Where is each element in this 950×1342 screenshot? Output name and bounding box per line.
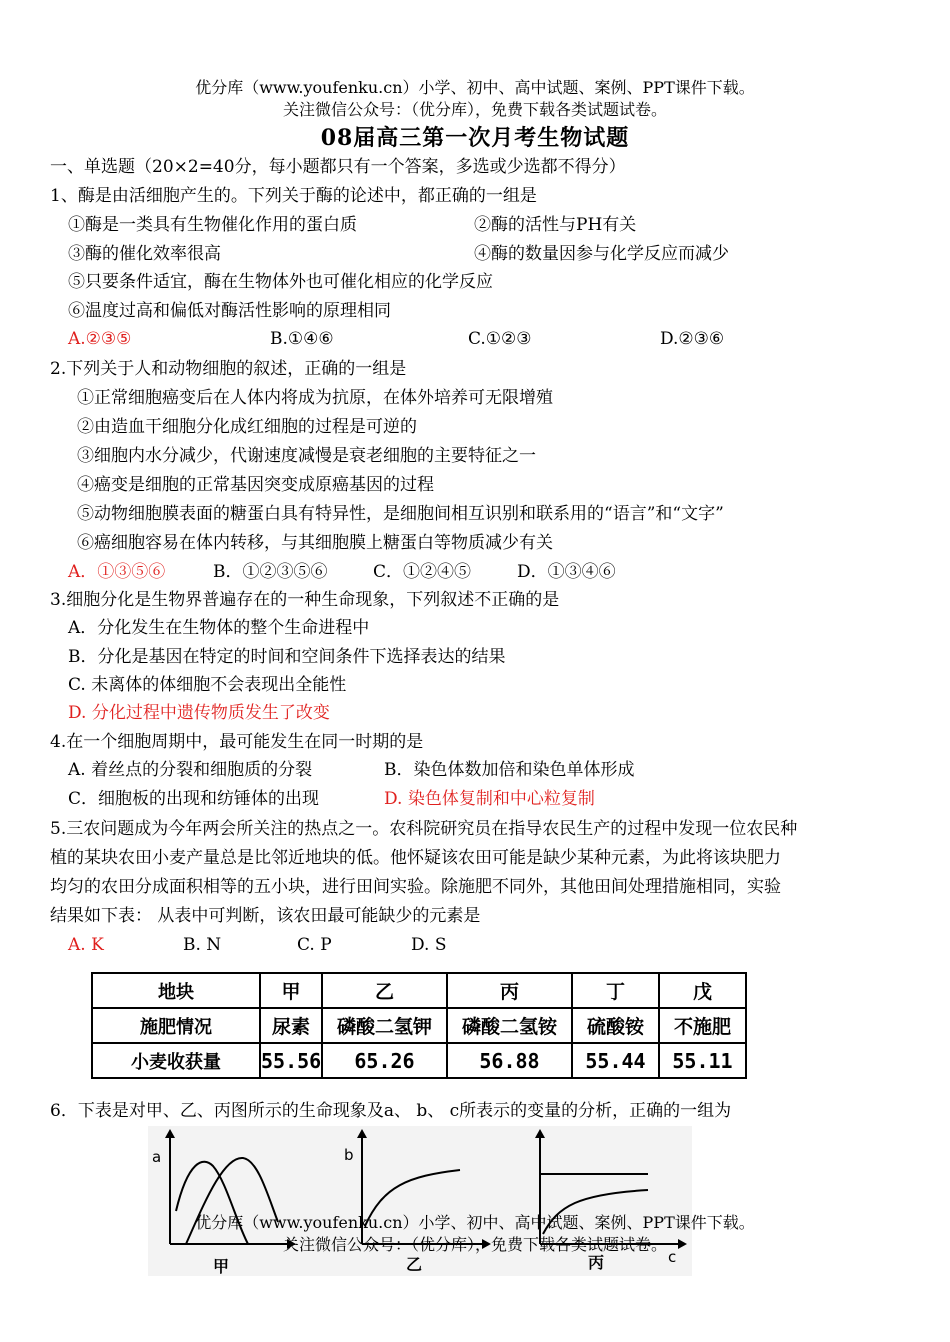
- q5-option-b: B. N: [183, 935, 222, 955]
- table-cell: 地块: [92, 973, 260, 1008]
- q4-option-d: D. 染色体复制和中心粒复制: [384, 789, 595, 809]
- graph-jia-y-arrow: [165, 1129, 175, 1138]
- q4-stem: 4.在一个细胞周期中，最可能发生在同一时期的是: [50, 732, 424, 752]
- q2-statement-5: ⑤动物细胞膜表面的糖蛋白具有特异性，是细胞间相互识别和联系用的“语言”和“文字”: [77, 504, 724, 524]
- q6-stem: 6．下表是对甲、乙、丙图所示的生命现象及a、 b、 c所表示的变量的分析，正确的一组为: [50, 1101, 732, 1121]
- q4-option-a: A. 着丝点的分裂和细胞质的分裂: [68, 760, 313, 780]
- q5-option-a: A. K: [68, 935, 104, 955]
- graph-yi-name: 乙: [406, 1255, 423, 1274]
- q5-paragraph-4: 结果如下表： 从表中可判断，该农田最可能缺少的元素是: [50, 906, 481, 926]
- graph-bing-axis-label: c: [668, 1248, 677, 1266]
- graph-jia-name: 甲: [213, 1257, 230, 1276]
- q2-option-d: D．①③④⑥: [517, 562, 616, 582]
- q5-option-c: C. P: [297, 935, 332, 955]
- q2-statement-2: ②由造血干细胞分化成红细胞的过程是可逆的: [77, 417, 417, 437]
- q3-option-d: D. 分化过程中遗传物质发生了改变: [68, 703, 330, 723]
- q4-option-b: B．染色体数加倍和染色单体形成: [384, 760, 635, 780]
- q1-statement-5: ⑤只要条件适宜，酶在生物体外也可催化相应的化学反应: [68, 272, 493, 292]
- q2-stem: 2.下列关于人和动物细胞的叙述，正确的一组是: [50, 359, 407, 379]
- q2-option-c: C．①②④⑤: [373, 562, 472, 582]
- page-title: 08届高三第一次月考生物试题: [320, 125, 630, 151]
- table-cell: 磷酸二氢钾: [322, 1008, 447, 1043]
- q5-fertilizer-table: [91, 972, 747, 1079]
- table-cell: 施肥情况: [92, 1008, 260, 1043]
- q4-option-c: C．细胞板的出现和纺锤体的出现: [68, 789, 320, 809]
- table-cell: 65.26: [322, 1043, 447, 1078]
- graph-bing-y-arrow: [535, 1129, 545, 1138]
- table-cell: 磷酸二氢铵: [447, 1008, 572, 1043]
- q5-paragraph-1: 5.三农问题成为今年两会所关注的热点之一。农科院研究员在指导农民生产的过程中发现一位农民种: [50, 819, 798, 839]
- q3-option-c: C. 未离体的体细胞不会表现出全能性: [68, 675, 347, 695]
- q1-statement-6: ⑥温度过高和偏低对酶活性影响的原理相同: [68, 301, 391, 321]
- graph-yi-axis-label: b: [344, 1146, 354, 1164]
- table-cell: 尿素: [260, 1008, 322, 1043]
- table-cell: 丁: [572, 973, 659, 1008]
- table-cell: 硫酸铵: [572, 1008, 659, 1043]
- q1-option-a: A.②③⑤: [68, 329, 132, 349]
- q1-stem: 1、酶是由活细胞产生的。下列关于酶的论述中，都正确的一组是: [50, 186, 537, 206]
- q2-statement-6: ⑥癌细胞容易在体内转移，与其细胞膜上糖蛋白等物质减少有关: [77, 533, 553, 553]
- q5-option-d: D. S: [411, 935, 447, 955]
- q1-option-b: B.①④⑥: [270, 329, 334, 349]
- footer-line-2: 关注微信公众号：（优分库），免费下载各类试题试卷。: [282, 1235, 667, 1254]
- q2-statement-3: ③细胞内水分减少，代谢速度减慢是衰老细胞的主要特征之一: [77, 446, 536, 466]
- q1-option-c: C.①②③: [468, 329, 532, 349]
- table-cell: 小麦收获量: [92, 1043, 260, 1078]
- table-cell: 乙: [322, 973, 447, 1008]
- table-cell: 55.56: [260, 1043, 322, 1078]
- graph-yi-y-arrow: [357, 1129, 367, 1138]
- table-cell: 不施肥: [659, 1008, 746, 1043]
- section-heading: 一、单选题（20×2=40分，每小题都只有一个答案，多选或少选都不得分）: [50, 157, 626, 177]
- table-row: [92, 1008, 746, 1043]
- header-line-2: 关注微信公众号：（优分库），免费下载各类试题试卷。: [282, 100, 667, 119]
- q2-statement-4: ④癌变是细胞的正常基因突变成原癌基因的过程: [77, 475, 434, 495]
- q1-option-d: D.②③⑥: [660, 329, 725, 349]
- graph-bing-name: 丙: [588, 1253, 605, 1272]
- table-row: [92, 973, 746, 1008]
- table-cell: 55.11: [659, 1043, 746, 1078]
- q3-option-b: B．分化是基因在特定的时间和空间条件下选择表达的结果: [68, 647, 506, 667]
- table-cell: 甲: [260, 973, 322, 1008]
- q1-statement-1: ①酶是一类具有生物催化作用的蛋白质: [68, 215, 357, 235]
- header-line-1: 优分库（www.youfenku.cn）小学、初中、高中试题、案例、PPT课件下载。: [195, 78, 755, 97]
- table-cell: 丙: [447, 973, 572, 1008]
- q5-paragraph-2: 植的某块农田小麦产量总是比邻近地块的低。他怀疑该农田可能是缺少某种元素，为此将该块肥力: [50, 848, 781, 868]
- footer-line-1: 优分库（www.youfenku.cn）小学、初中、高中试题、案例、PPT课件下载。: [195, 1213, 755, 1232]
- table-cell: 56.88: [447, 1043, 572, 1078]
- q1-statement-2: ②酶的活性与PH有关: [474, 215, 637, 235]
- q3-stem: 3.细胞分化是生物界普遍存在的一种生命现象，下列叙述不正确的是: [50, 590, 560, 610]
- table-row: [92, 1043, 746, 1078]
- q2-option-a: A．①③⑤⑥: [68, 562, 166, 582]
- table-cell: 戊: [659, 973, 746, 1008]
- q5-paragraph-3: 均匀的农田分成面积相等的五小块，进行田间实验。除施肥不同外，其他田间处理措施相同，实验: [50, 877, 781, 897]
- q1-statement-3: ③酶的催化效率很高: [68, 244, 221, 264]
- q3-option-a: A．分化发生在生物体的整个生命进程中: [68, 618, 370, 638]
- q1-statement-4: ④酶的数量因参与化学反应而减少: [474, 244, 729, 264]
- q2-option-b: B．①②③⑤⑥: [213, 562, 328, 582]
- q2-statement-1: ①正常细胞癌变后在人体内将成为抗原，在体外培养可无限增殖: [77, 388, 553, 408]
- table-cell: 55.44: [572, 1043, 659, 1078]
- graph-jia-axis-label: a: [152, 1148, 162, 1166]
